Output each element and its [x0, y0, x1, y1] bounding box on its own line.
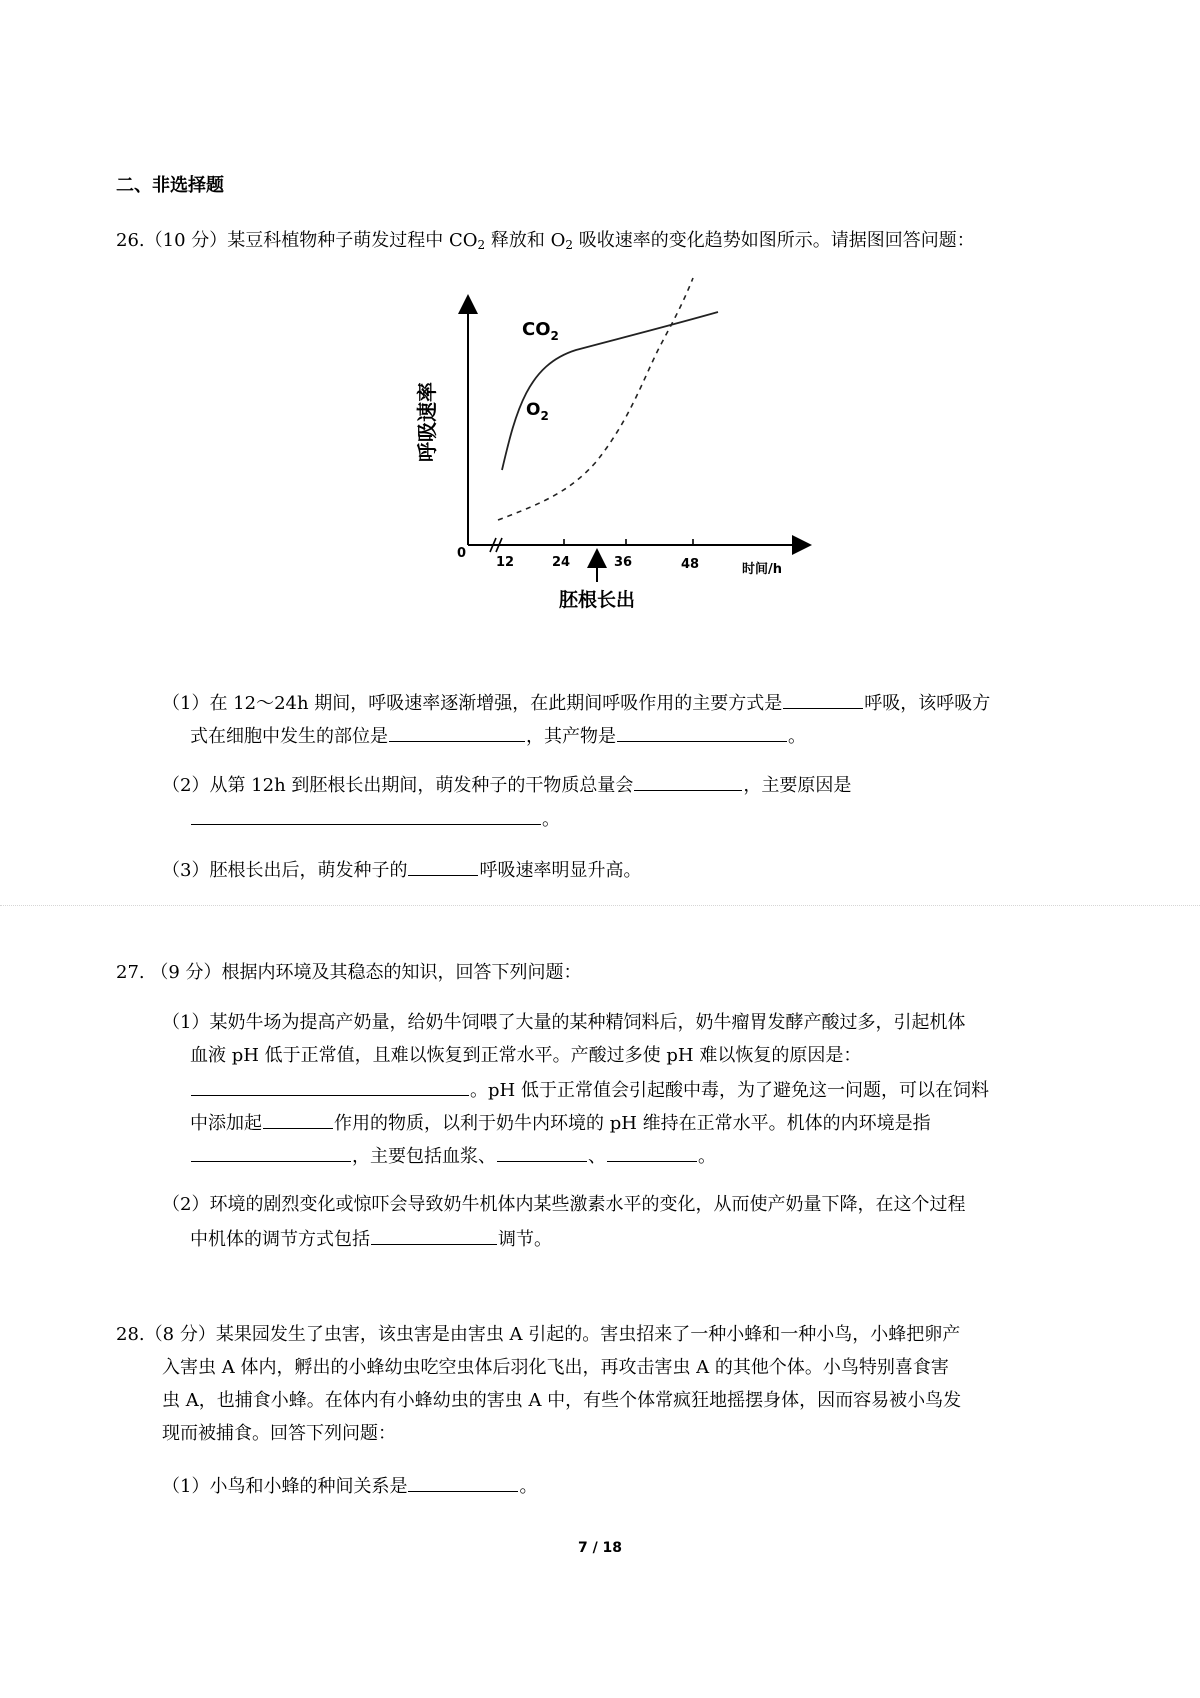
q28-stem-line4: 现而被捕食。回答下列问题：	[162, 1423, 396, 1444]
page-separator	[0, 905, 1200, 906]
q26-number: 26.	[116, 230, 145, 251]
answer-blank[interactable]	[408, 857, 478, 876]
answer-blank[interactable]	[191, 806, 541, 825]
q26-part2-line2	[190, 806, 560, 832]
respiration-figure	[415, 290, 856, 620]
o2-label: $O_2$	[526, 400, 549, 423]
q27-p1-text-g: 、	[588, 1146, 606, 1167]
q26-stem	[116, 229, 975, 253]
q26-co2-subscript: 2	[477, 238, 486, 252]
q26-p2-text-a: （2）从第 12h 到胚根长出期间，萌发种子的干物质总量会	[162, 775, 634, 796]
q27-p1-text-e: 作用的物质，以利于奶牛内环境的 pH 维持在正常水平。机体的内环境是指	[334, 1113, 931, 1134]
q27-part2-line1: （2）环境的剧烈变化或惊吓会导致奶牛机体内某些激素水平的变化，从而使产奶量下降，在这个过程	[162, 1194, 966, 1215]
answer-blank[interactable]	[607, 1143, 697, 1162]
co2-label: $CO_2$	[522, 319, 559, 343]
answer-blank[interactable]	[191, 1077, 469, 1096]
x-tick-label-12: 12	[496, 555, 515, 570]
answer-blank[interactable]	[263, 1110, 333, 1129]
q27-stem	[116, 961, 582, 985]
q26-part3	[162, 857, 641, 883]
q27-number: 27.	[116, 962, 145, 983]
answer-blank[interactable]	[783, 690, 863, 709]
radicle-label: 胚根长出	[558, 589, 636, 611]
q26-stem-text-a: （10 分）某豆科植物种子萌发过程中 CO	[144, 230, 478, 251]
q28-stem-line3: 虫 A，也捕食小蜂。在体内有小蜂幼虫的害虫 A 中，有些个体常疯狂地摇摆身体，因而容易被小鸟发	[162, 1390, 962, 1411]
page-number: 7 / 18	[577, 1540, 623, 1556]
q26-p2-text-c: 。	[542, 809, 560, 830]
q26-stem-text-b: 释放和 O	[485, 230, 566, 251]
x-tick-label-48: 48	[681, 557, 700, 572]
q26-stem-text-c: 吸收速率的变化趋势如图所示。请据图回答问题：	[573, 230, 975, 251]
section-heading: 二、非选择题	[116, 175, 224, 196]
x-axis-label: 时间/h	[742, 562, 783, 577]
q27-part2-line2	[190, 1226, 552, 1252]
q26-p1-text-d: ，其产物是	[526, 726, 616, 747]
answer-blank[interactable]	[389, 723, 525, 742]
q27-part1-line5	[190, 1143, 716, 1169]
q28-stem-line2: 入害虫 A 体内，孵出的小蜂幼虫吃空虫体后羽化飞出，再攻击害虫 A 的其他个体。小鸟特别喜食害	[162, 1357, 949, 1378]
q26-p1-text-b: 呼吸，该呼吸方	[864, 693, 991, 714]
q27-part1-line1: （1）某奶牛场为提高产奶量，给奶牛饲喂了大量的某种精饲料后，奶牛瘤胃发酵产酸过多，引起机体	[162, 1012, 966, 1033]
q28-p1-text-a: （1）小鸟和小蜂的种间关系是	[162, 1476, 408, 1497]
q28-part1	[162, 1473, 537, 1499]
answer-blank[interactable]	[371, 1226, 497, 1245]
answer-blank[interactable]	[634, 772, 742, 791]
x-tick-label-36: 36	[614, 555, 633, 570]
q26-p1-text-c: 式在细胞中发生的部位是	[190, 726, 388, 747]
q26-p3-text-a: （3）胚根长出后，萌发种子的	[162, 860, 408, 881]
answer-blank[interactable]	[408, 1473, 518, 1492]
q27-p1-text-c: 。pH 低于正常值会引起酸中毒，为了避免这一问题，可以在饲料	[470, 1080, 989, 1101]
q27-p1-text-d: 中添加起	[190, 1113, 262, 1134]
q26-part2-line1	[162, 772, 851, 798]
q26-o2-subscript: 2	[565, 238, 574, 252]
q28-stem-text-1: （8 分）某果园发生了虫害，该虫害是由害虫 A 引起的。害虫招来了一种小蜂和一种小鸟，小蜂把卵产	[144, 1324, 961, 1345]
q26-p1-text-e: 。	[788, 726, 806, 747]
q27-stem-text: （9 分）根据内环境及其稳态的知识，回答下列问题：	[150, 962, 582, 983]
q27-p1-text-h: 。	[698, 1146, 716, 1167]
q27-part1-line4	[190, 1110, 931, 1136]
q26-p3-text-b: 呼吸速率明显升高。	[479, 860, 642, 881]
x-tick-label-24: 24	[552, 555, 571, 570]
q28-number: 28.	[116, 1324, 145, 1345]
q26-part1-line1	[162, 690, 990, 716]
q28-p1-text-b: 。	[519, 1476, 538, 1497]
q27-part1-line3	[190, 1077, 989, 1103]
q26-part1-line2	[190, 723, 806, 749]
q27-p2-text-c: 调节。	[498, 1229, 552, 1250]
answer-blank[interactable]	[191, 1143, 351, 1162]
answer-blank[interactable]	[497, 1143, 587, 1162]
q26-p1-text-a: （1）在 12～24h 期间，呼吸速率逐渐增强，在此期间呼吸作用的主要方式是	[162, 693, 783, 714]
answer-blank[interactable]	[617, 723, 787, 742]
q26-p2-text-b: ，主要原因是	[743, 775, 852, 796]
o2-curve	[498, 278, 693, 520]
q27-p2-text-b: 中机体的调节方式包括	[190, 1229, 370, 1250]
q27-part1-line2: 血液 pH 低于正常值，且难以恢复到正常水平。产酸过多使 pH 难以恢复的原因是：	[190, 1045, 862, 1066]
origin-label: 0	[457, 546, 467, 561]
q27-p1-text-f: ，主要包括血浆、	[352, 1146, 496, 1167]
y-axis-label: 呼吸速率	[415, 382, 439, 462]
q28-stem-line1	[116, 1323, 960, 1347]
